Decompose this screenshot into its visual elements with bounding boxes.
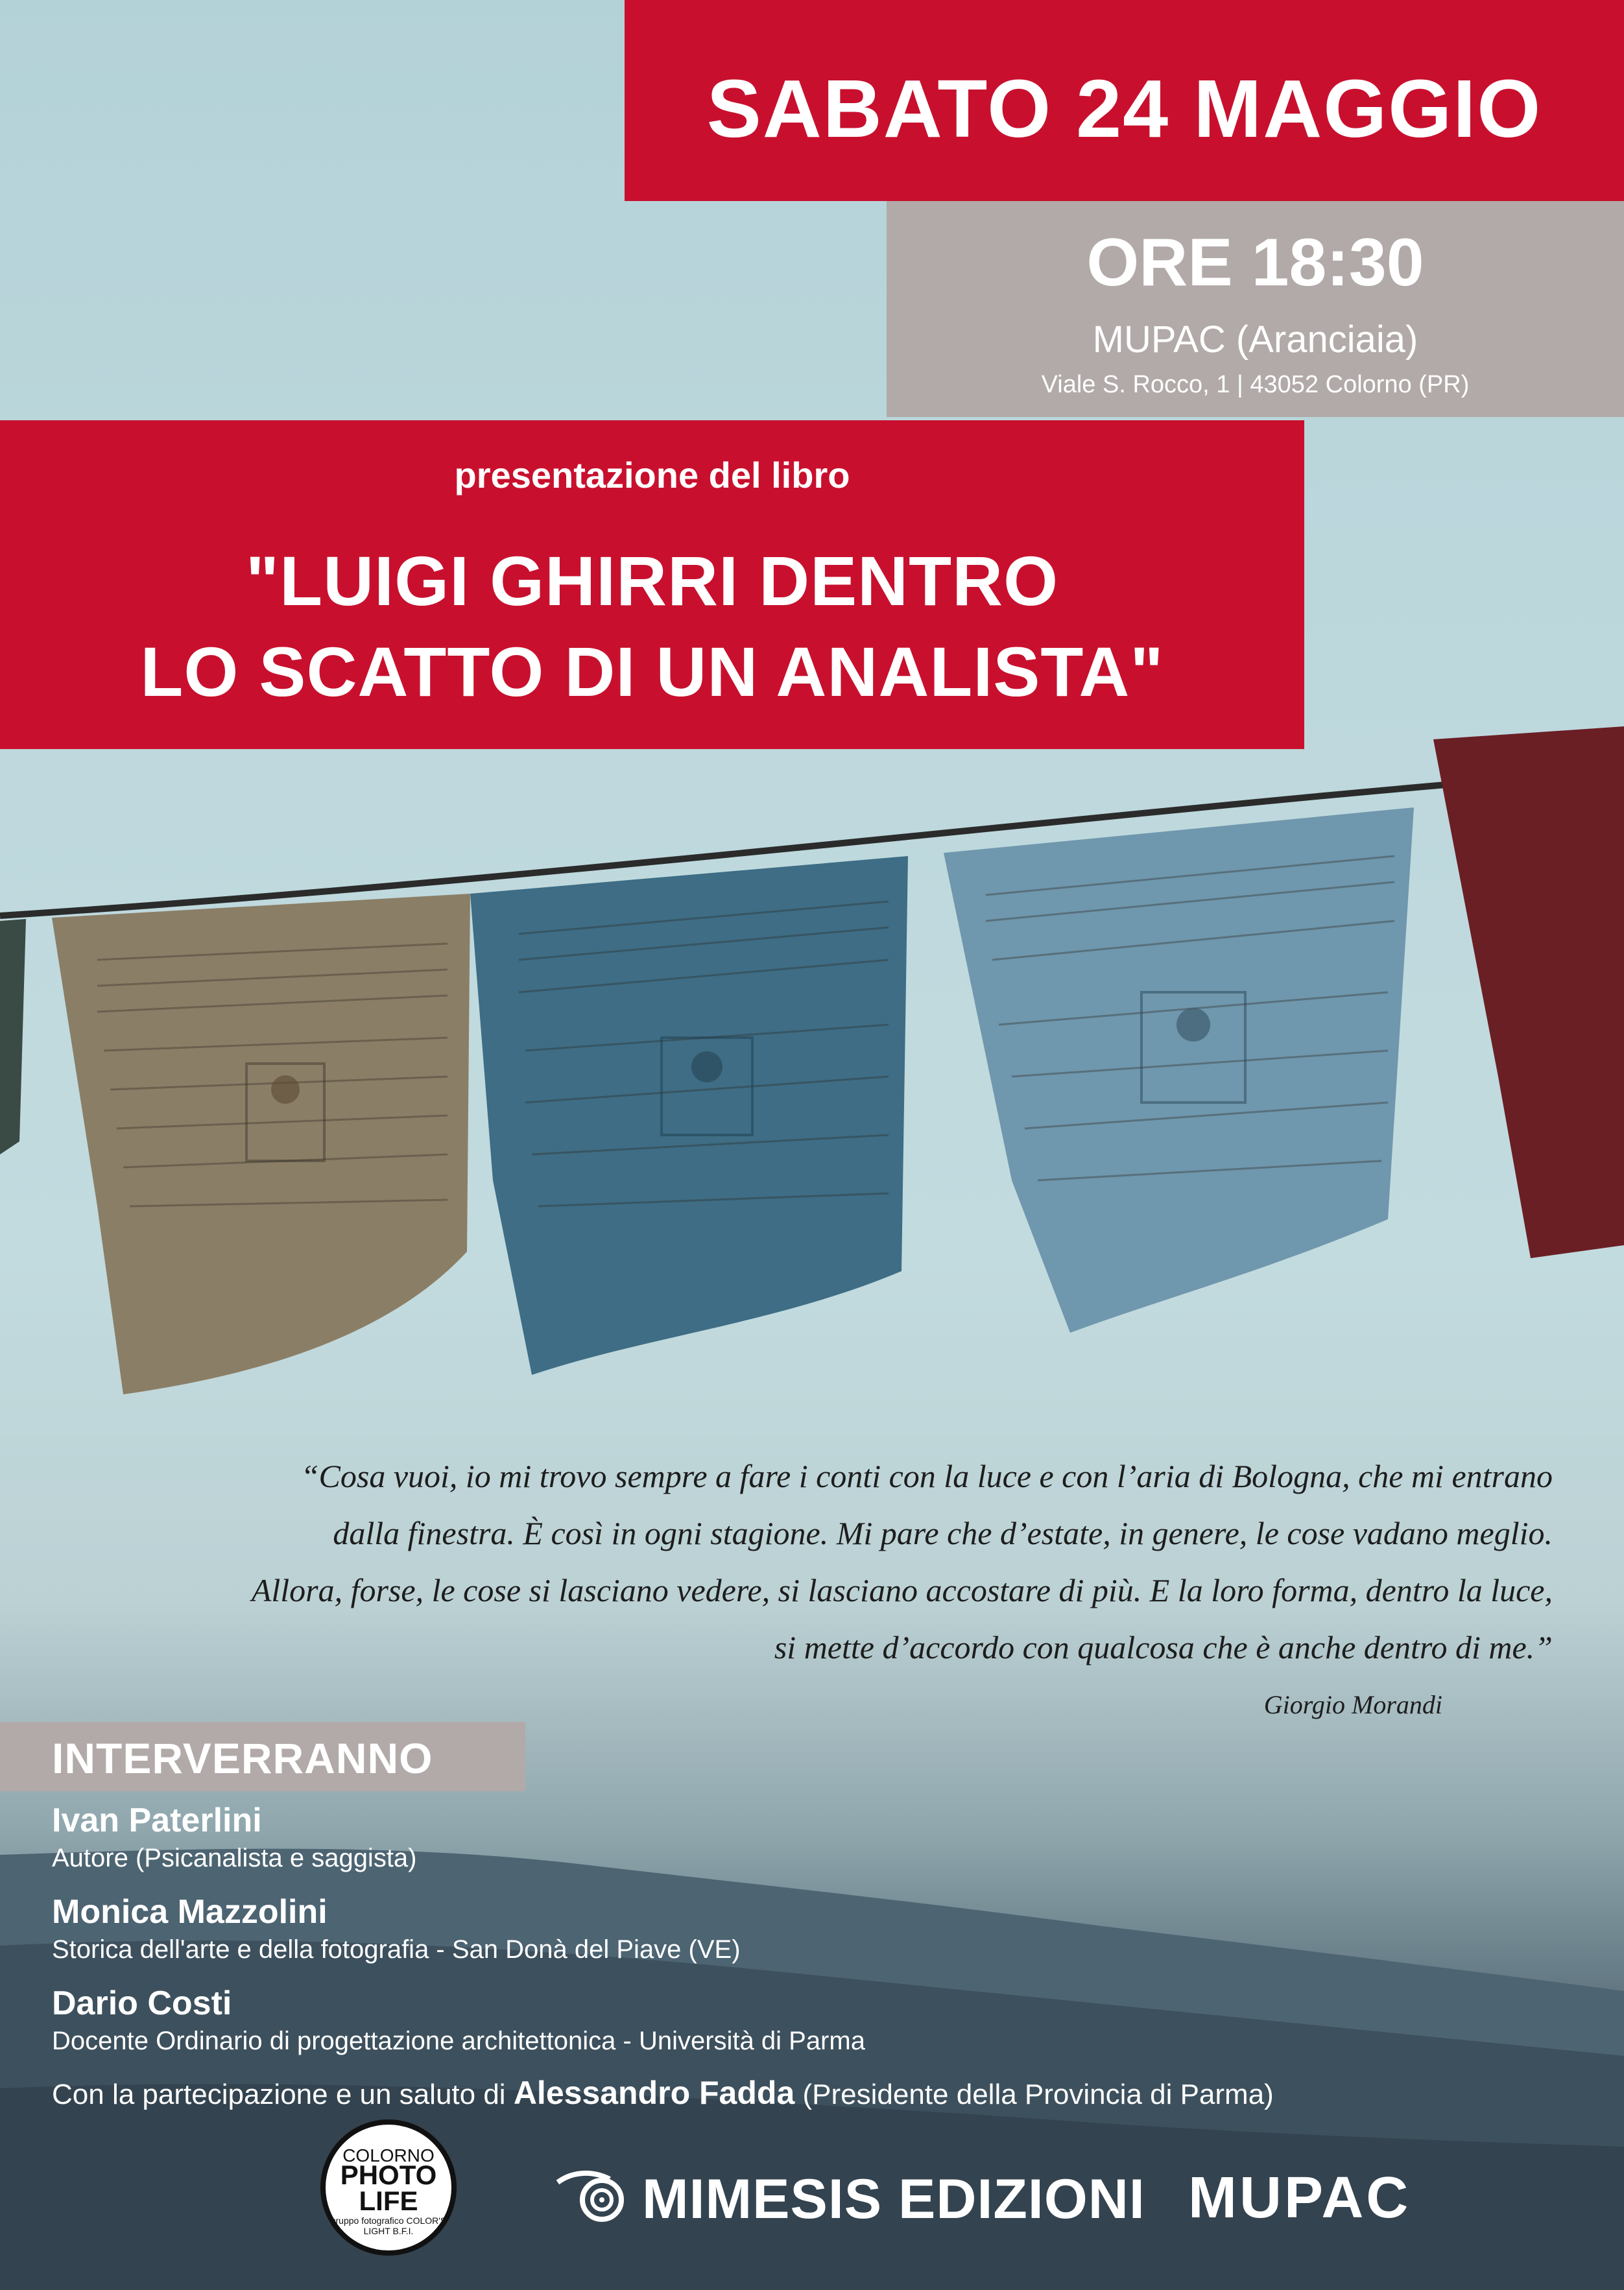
logo-cpl-small: gruppo fotografico COLOR'S LIGHT B.F.I. — [330, 2215, 447, 2236]
speaker-role: Docente Ordinario di progettazione architettonica - Università di Parma — [52, 2027, 865, 2055]
logo-cpl-line1: COLORNO — [342, 2145, 435, 2165]
mupac-logo: MUPAC — [1188, 2165, 1411, 2230]
prayer-flags-photo — [0, 687, 1624, 1401]
event-address: Viale S. Rocco, 1 | 43052 Colorno (PR) — [1041, 371, 1470, 398]
book-title — [0, 536, 1304, 717]
book-title-line-2: LO SCATTO DI UN ANALISTA" — [140, 632, 1164, 711]
event-venue: MUPAC (Aranciaia) — [1092, 318, 1418, 361]
closing-line — [52, 2074, 1274, 2112]
quote-line: “Cosa vuoi, io mi trovo sempre a fare i conti con la luce e con l’aria di Bologna, che mi entrano — [300, 1458, 1553, 1494]
quote-line: dalla finestra. È così in ogni stagione. Mi pare che d’estate, in genere, le cose vadano meglio. — [333, 1515, 1553, 1551]
time-venue-panel — [887, 201, 1624, 417]
event-date: SABATO 24 MAGGIO — [706, 63, 1542, 154]
book-banner — [0, 420, 1304, 749]
closing-guest: Alessandro Fadda — [513, 2075, 795, 2111]
closing-prefix: Con la partecipazione e un saluto di — [52, 2079, 506, 2110]
quote-author: Giorgio Morandi — [1263, 1690, 1442, 1719]
quote — [61, 1448, 1553, 1676]
speaker-name: Dario Costi — [52, 1985, 232, 2022]
speaker-role: Storica dell'arte e della fotografia - San Donà del Piave (VE) — [52, 1935, 741, 1964]
quote-line: Allora, forse, le cose si lasciano vedere, si lasciano accostare di più. E la loro forma, dentro la luce, — [251, 1572, 1553, 1608]
mimesis-label: MIMESIS EDIZIONI — [642, 2168, 1145, 2230]
speaker-item — [52, 1984, 865, 2056]
speaker-name: Ivan Paterlini — [52, 1802, 262, 1839]
speakers-heading: INTERVERRANNO — [52, 1734, 433, 1782]
logo-cpl-line2 — [326, 2162, 451, 2214]
speaker-role: Autore (Psicanalista e saggista) — [52, 1844, 417, 1872]
speakers-heading-panel — [0, 1722, 525, 1791]
date-banner — [625, 0, 1624, 201]
book-title-line-1: "LUIGI GHIRRI DENTRO — [245, 542, 1059, 620]
book-intro: presentazione del libro — [454, 455, 850, 495]
logo-cpl-photo: PHOTO — [340, 2160, 437, 2190]
event-time: ORE 18:30 — [1086, 225, 1424, 300]
speaker-name: Monica Mazzolini — [52, 1893, 328, 1931]
closing-suffix: (Presidente della Provincia di Parma) — [802, 2079, 1274, 2110]
logo-cpl-life: LIFE — [359, 2186, 418, 2216]
speaker-item — [52, 1801, 417, 1873]
colorno-photo-life-logo — [320, 2119, 457, 2256]
mimesis-spiral-icon — [551, 2160, 629, 2224]
quote-line: si mette d’accordo con qualcosa che è anche dentro di me.” — [774, 1629, 1553, 1665]
speaker-item — [52, 1892, 741, 1964]
